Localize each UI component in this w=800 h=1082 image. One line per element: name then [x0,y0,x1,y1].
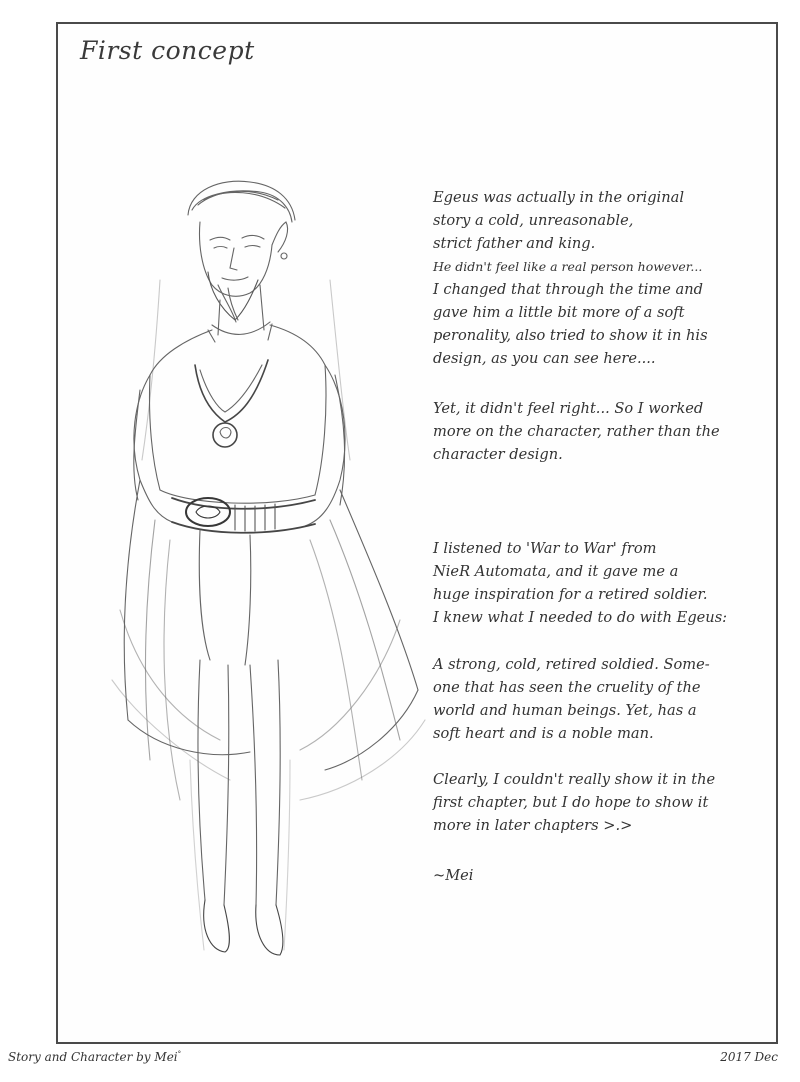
text-line: I changed that through the time and [433,281,703,298]
text-line: story a cold, unreasonable, [433,212,634,229]
paragraph-3 [433,537,778,629]
paragraph-4 [433,653,778,745]
text-line: more on the character, rather than the [433,423,720,440]
page-title: First concept [80,36,255,65]
footer-credit [8,1050,181,1064]
text-line: gave him a little bit more of a soft [433,304,685,321]
text-line: world and human beings. Yet, has a [433,702,697,719]
text-line: more in later chapters >.> [433,817,633,834]
text-line: one that has seen the cruelity of the [433,679,701,696]
text-line: design, as you can see here.... [433,350,656,367]
text-line: character design. [433,446,563,463]
text-line: strict father and king. [433,235,596,252]
text-line: I listened to 'War to War' from [433,540,657,557]
footer-credit-text: Story and Character by Mei [8,1050,178,1064]
text-line: He didn't feel like a real person however... [433,259,703,274]
paragraph-2 [433,397,778,466]
text-line: Clearly, I couldn't really show it in the [433,771,716,788]
paragraph-1 [433,186,778,370]
text-line: huge inspiration for a retired soldier. [433,586,708,603]
character-sketch-illustration [100,160,430,990]
text-line: first chapter, but I do hope to show it [433,794,709,811]
paragraph-5 [433,768,778,837]
text-line: A strong, cold, retired soldied. Some- [433,656,710,673]
text-line: Egeus was actually in the original [433,189,684,206]
footer-date: 2017 Dec [720,1050,778,1064]
text-line: soft heart and is a noble man. [433,725,654,742]
text-line: peronality, also tried to show it in his [433,327,708,344]
text-line: I knew what I needed to do with Egeus: [433,609,728,626]
text-line: NieR Automata, and it gave me a [433,563,679,580]
footer-credit-mark: ° [177,1050,182,1058]
signature [433,864,778,887]
signature-text: ~Mei [433,867,474,884]
text-line: Yet, it didn't feel right... So I worked [433,400,704,417]
